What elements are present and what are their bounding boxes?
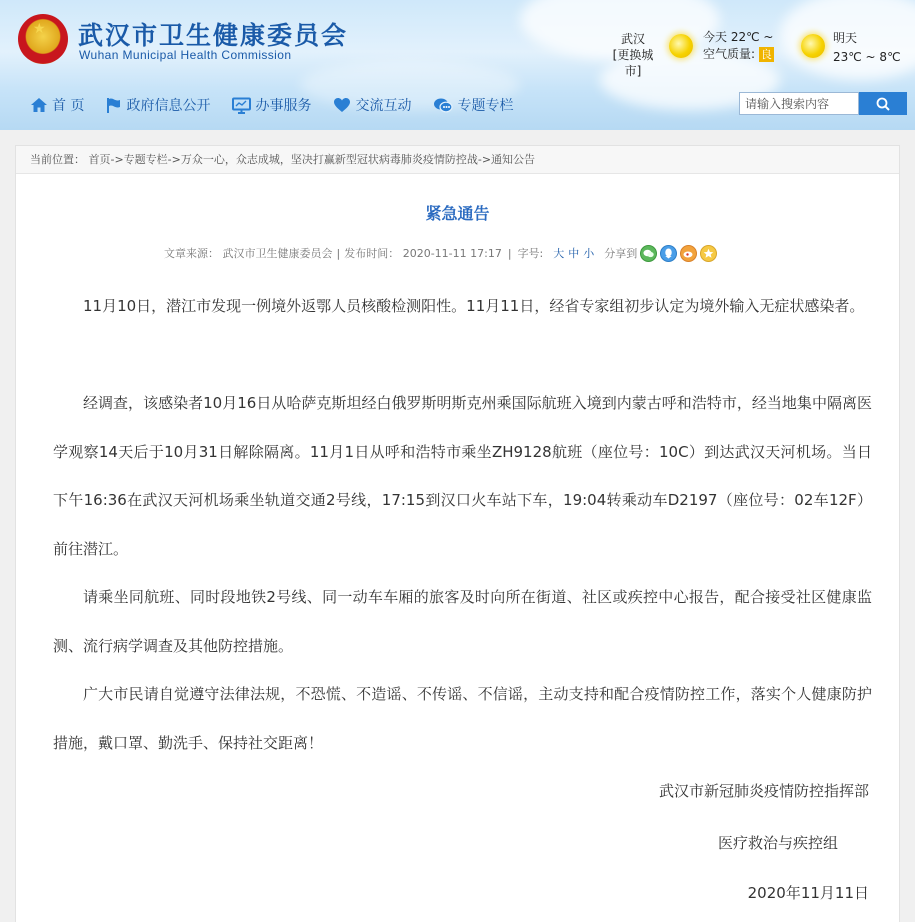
signature-org: 武汉市新冠肺炎疫情防控指挥部 [658,782,869,800]
qq-share-icon[interactable] [660,245,677,262]
monitor-icon [232,97,251,114]
site-subtitle: Wuhan Municipal Health Commission [79,48,292,62]
qzone-share-icon[interactable] [700,245,717,262]
nav-item-home[interactable] [30,95,84,115]
article-source: 文章来源： 武汉市卫生健康委员会 [164,247,333,260]
signature-group: 医疗救治与疾控组 [717,834,838,852]
meta-divider: | [336,246,341,260]
change-city-link[interactable]: [更换城市] [612,48,654,78]
font-size-large[interactable]: 大 [553,247,565,260]
nav-item-label: 交流互动 [355,98,412,114]
sunny-weather-icon [669,34,693,58]
air-quality-label: 空气质量: [703,47,756,61]
nav-item-gov-info[interactable] [106,95,210,115]
signature-date: 2020年11月11日 [747,884,869,902]
article-paragraph: 请乘坐同航班、同时段地铁2号线、同一动车车厢的旅客及时向所在街道、社区或疾控中心报告，配合接受社区健康监测、流行病学调查及其他防控措施。 [53,588,872,655]
breadcrumb: 当前位置： 首页->专题专栏->万众一心，众志成城，坚决打赢新型冠状病毒肺炎疫情防控战->通知公告 [16,146,899,174]
weather-city: 武汉 [620,32,645,46]
nav-item-label: 办事服务 [255,98,312,114]
article-paragraph: 经调查，该感染者10月16日从哈萨克斯坦经白俄罗斯明斯克州乘国际航班入境到内蒙古呼和浩特市，经当地集中隔离医学观察14天后于10月31日解除隔离。11月1日从呼和浩特市乘坐ZH9128航班（座位号：10C）到达武汉天河机场。当日下午16:36在武汉天河机场乘坐轨道交通2号线，17:15到汉口火车站下车，19:04转乘动车D2197（座位号：02车12F）前往潜江。 [53,394,872,558]
font-size-label: 字号: [517,247,544,260]
weather-tomorrow [833,29,901,67]
weather-tomorrow-range: 23℃ ~ 8℃ [833,50,901,64]
weather-city-block [606,31,660,79]
nav-item-services[interactable] [232,95,311,115]
article-meta [164,243,717,263]
nav-item-special-topics[interactable] [433,95,513,115]
site-title: 武汉市卫生健康委员会 [78,21,349,50]
article-publish-time: 发布时间： 2020-11-11 17:17 [344,247,502,260]
nav-item-interaction[interactable] [333,95,411,115]
search-button[interactable] [859,92,907,115]
nav-item-label: 首 页 [52,98,85,114]
search-icon [876,97,890,111]
nav-item-label: 专题专栏 [457,98,514,114]
article-title: 紧急通告 [425,204,490,223]
wechat-share-icon[interactable] [640,245,657,262]
font-size-medium[interactable]: 中 [568,247,580,260]
home-icon [30,97,48,113]
heart-icon [333,97,351,113]
emblem-star-icon: ★ [33,21,46,37]
weather-tomorrow-label: 明天 [833,31,858,45]
weather-today-temp: 今天 22℃ ~ [703,30,774,44]
font-size-small[interactable]: 小 [583,247,595,260]
main-nav [30,95,535,115]
site-header [0,0,915,130]
meta-divider: | [507,246,512,260]
nav-item-label: 政府信息公开 [126,98,211,114]
article-paragraph: 11月10日，潜江市发现一例境外返鄂人员核酸检测阳性。11月11日，经省专家组初步认定为境外输入无症状感染者。 [83,297,865,315]
article-container [15,145,900,922]
weibo-share-icon[interactable] [680,245,697,262]
share-label: 分享到 [604,247,638,260]
weather-today [703,29,774,63]
chat-icon [433,97,453,114]
air-quality-badge: 良 [760,48,772,61]
search-input[interactable] [739,92,859,115]
flag-icon [106,97,122,114]
sunny-weather-icon-tomorrow [801,34,825,58]
article-paragraph: 广大市民请自觉遵守法律法规，不恐慌、不造谣、不传谣、不信谣，主动支持和配合疫情防控工作，落实个人健康防护措施，戴口罩、勤洗手、保持社交距离！ [53,685,872,752]
